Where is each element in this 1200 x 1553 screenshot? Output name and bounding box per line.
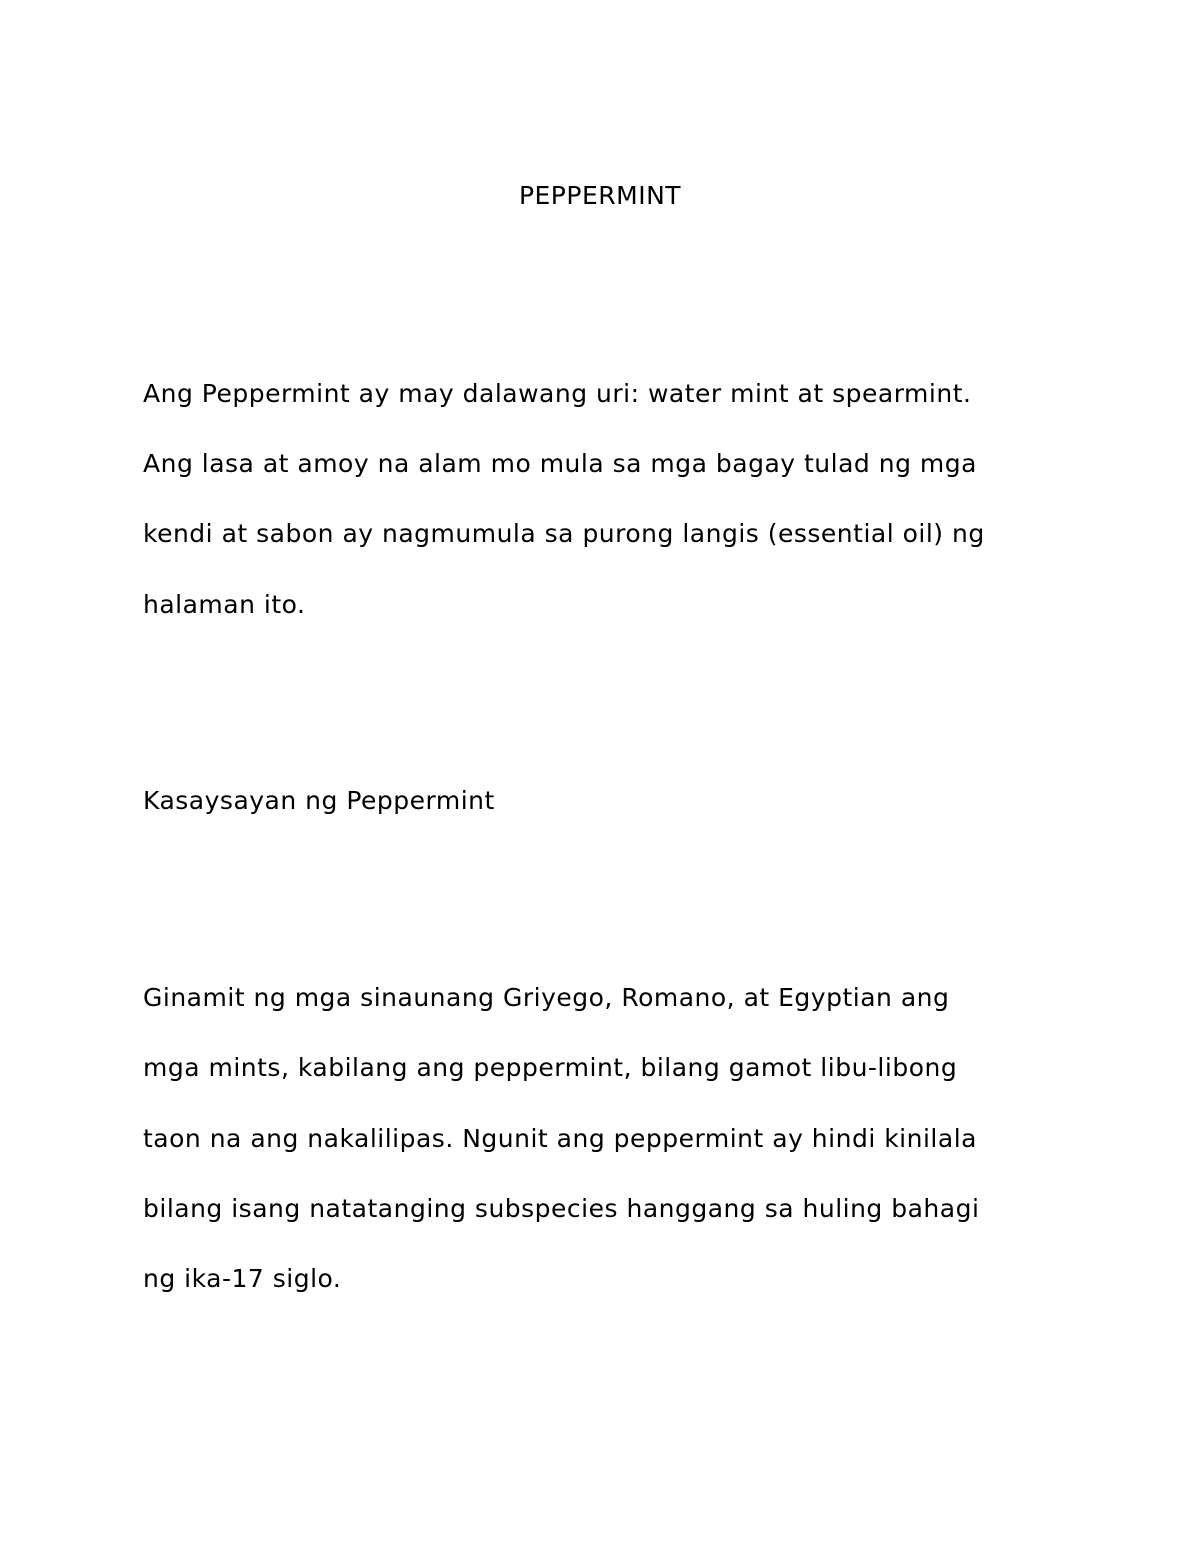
paragraph-line: kendi at sabon ay nagmumula sa purong langis (essential oil) ng <box>143 519 985 548</box>
paragraph-line: halaman ito. <box>143 590 306 619</box>
document-title: PEPPERMINT <box>518 181 682 210</box>
paragraph-line: taon na ang nakalilipas. Ngunit ang peppermint ay hindi kinilala <box>143 1124 977 1153</box>
paragraph-line: Ang Peppermint ay may dalawang uri: water mint at spearmint. <box>143 379 972 408</box>
paragraph-line: Ang lasa at amoy na alam mo mula sa mga bagay tulad ng mga <box>143 449 977 478</box>
paragraph-line: Ginamit ng mga sinaunang Griyego, Romano, at Egyptian ang <box>143 983 950 1012</box>
section-heading: Kasaysayan ng Peppermint <box>143 786 495 815</box>
paragraph-line: ng ika-17 siglo. <box>143 1264 342 1293</box>
paragraph-line: mga mints, kabilang ang peppermint, bilang gamot libu-libong <box>143 1053 958 1082</box>
paragraph-line: bilang isang natatanging subspecies hanggang sa huling bahagi <box>143 1194 980 1223</box>
